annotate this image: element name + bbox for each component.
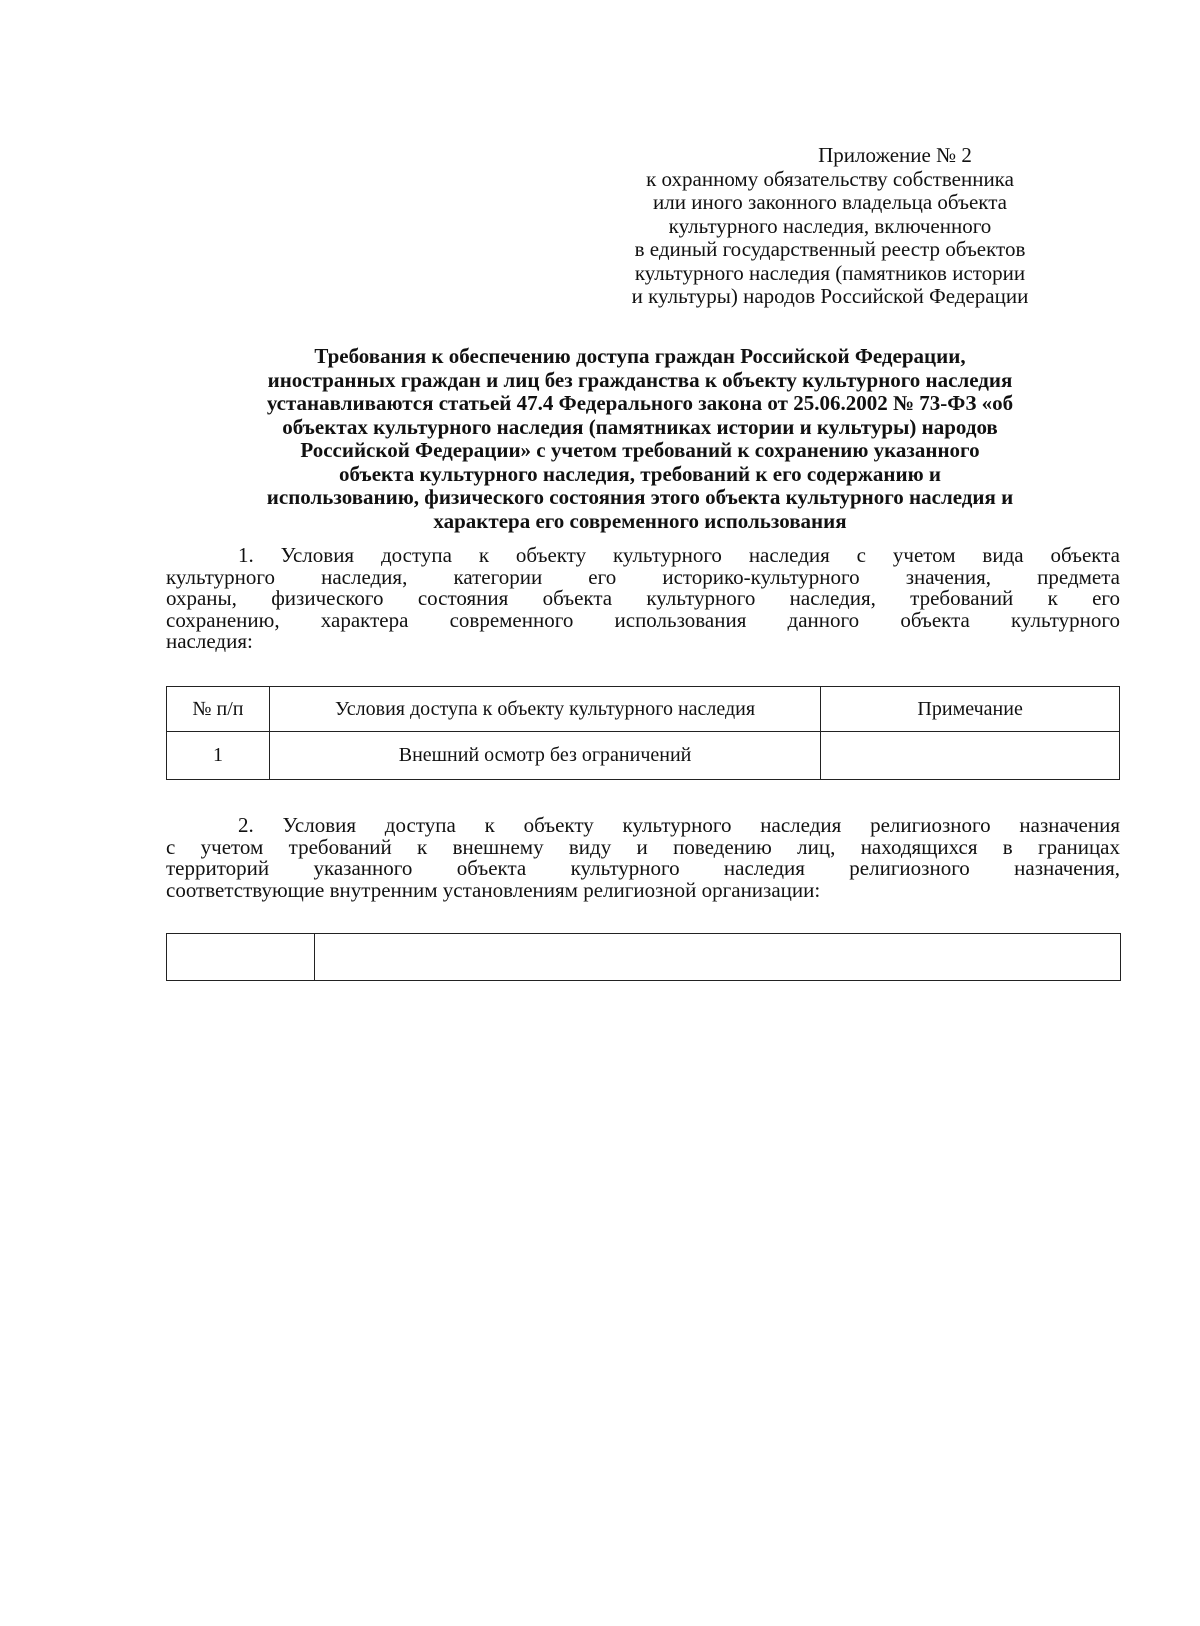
section-2-paragraph [166,815,1120,901]
heading-line: устанавливаются статьей 47.4 Федерального закона от 25.06.2002 № 73-ФЗ «об [266,391,1014,415]
appendix-line: или иного законного владельца объекта [653,190,1007,214]
heading-line: Требования к обеспечению доступа граждан Российской Федерации, [314,344,966,368]
column-header-number: № п/п [167,687,270,732]
heading-line: Российской Федерации» с учетом требований к сохранению указанного [300,438,980,462]
paragraph-line: с учетом требований к внешнему виду и поведению лиц, находящихся в границах [166,834,1120,859]
section-1-paragraph [166,545,1120,653]
cell-conditions: Внешний осмотр без ограничений [269,732,820,780]
cell-empty [167,934,315,981]
paragraph-line: культурного наследия, категории его историко-культурного значения, предмета [166,564,1120,589]
appendix-title: Приложение № 2 [818,143,972,167]
heading-line: характера его современного использования [433,508,847,533]
table-row [167,732,1120,780]
cell-number: 1 [167,732,270,780]
paragraph-line: охраны, физического состояния объекта культурного наследия, требований к его [166,586,1120,610]
paragraph-line: 1. Условия доступа к объекту культурного наследия с учетом вида объекта [238,543,1120,567]
table-row [167,934,1121,981]
appendix-line: и культуры) народов Российской Федерации [631,284,1029,308]
appendix-header [570,144,1090,309]
paragraph-line: сохранению, характера современного использования данного объекта культурного [166,607,1120,632]
appendix-line: к охранному обязательству собственника [646,166,1014,191]
cell-note [821,732,1120,780]
heading-line: объекта культурного наследия, требований к его содержанию и [339,461,941,486]
appendix-line: культурного наследия (памятников истории [634,260,1026,285]
paragraph-line: территорий указанного объекта культурного наследия религиозного назначения, [166,856,1120,880]
heading-line: иностранных граждан и лиц без гражданства к объекту культурного наследия [267,367,1013,392]
access-conditions-table [166,686,1120,780]
paragraph-line: соответствующие внутренним установлениям религиозной организации: [166,877,821,902]
religious-conditions-table [166,933,1121,981]
appendix-line: культурного наследия, включенного [668,213,992,238]
cell-empty [314,934,1120,981]
heading-line: объектах культурного наследия (памятниках истории и культуры) народов [282,414,998,439]
appendix-line: в единый государственный реестр объектов [634,237,1026,261]
column-header-conditions: Условия доступа к объекту культурного наследия [269,687,820,732]
paragraph-line: 2. Условия доступа к объекту культурного наследия религиозного назначения [238,813,1120,837]
column-header-note: Примечание [821,687,1120,732]
paragraph-line: наследия: [166,629,253,653]
table-header-row [167,687,1120,732]
heading-line: использованию, физического состояния этого объекта культурного наследия и [266,485,1014,509]
document-heading [160,345,1120,533]
